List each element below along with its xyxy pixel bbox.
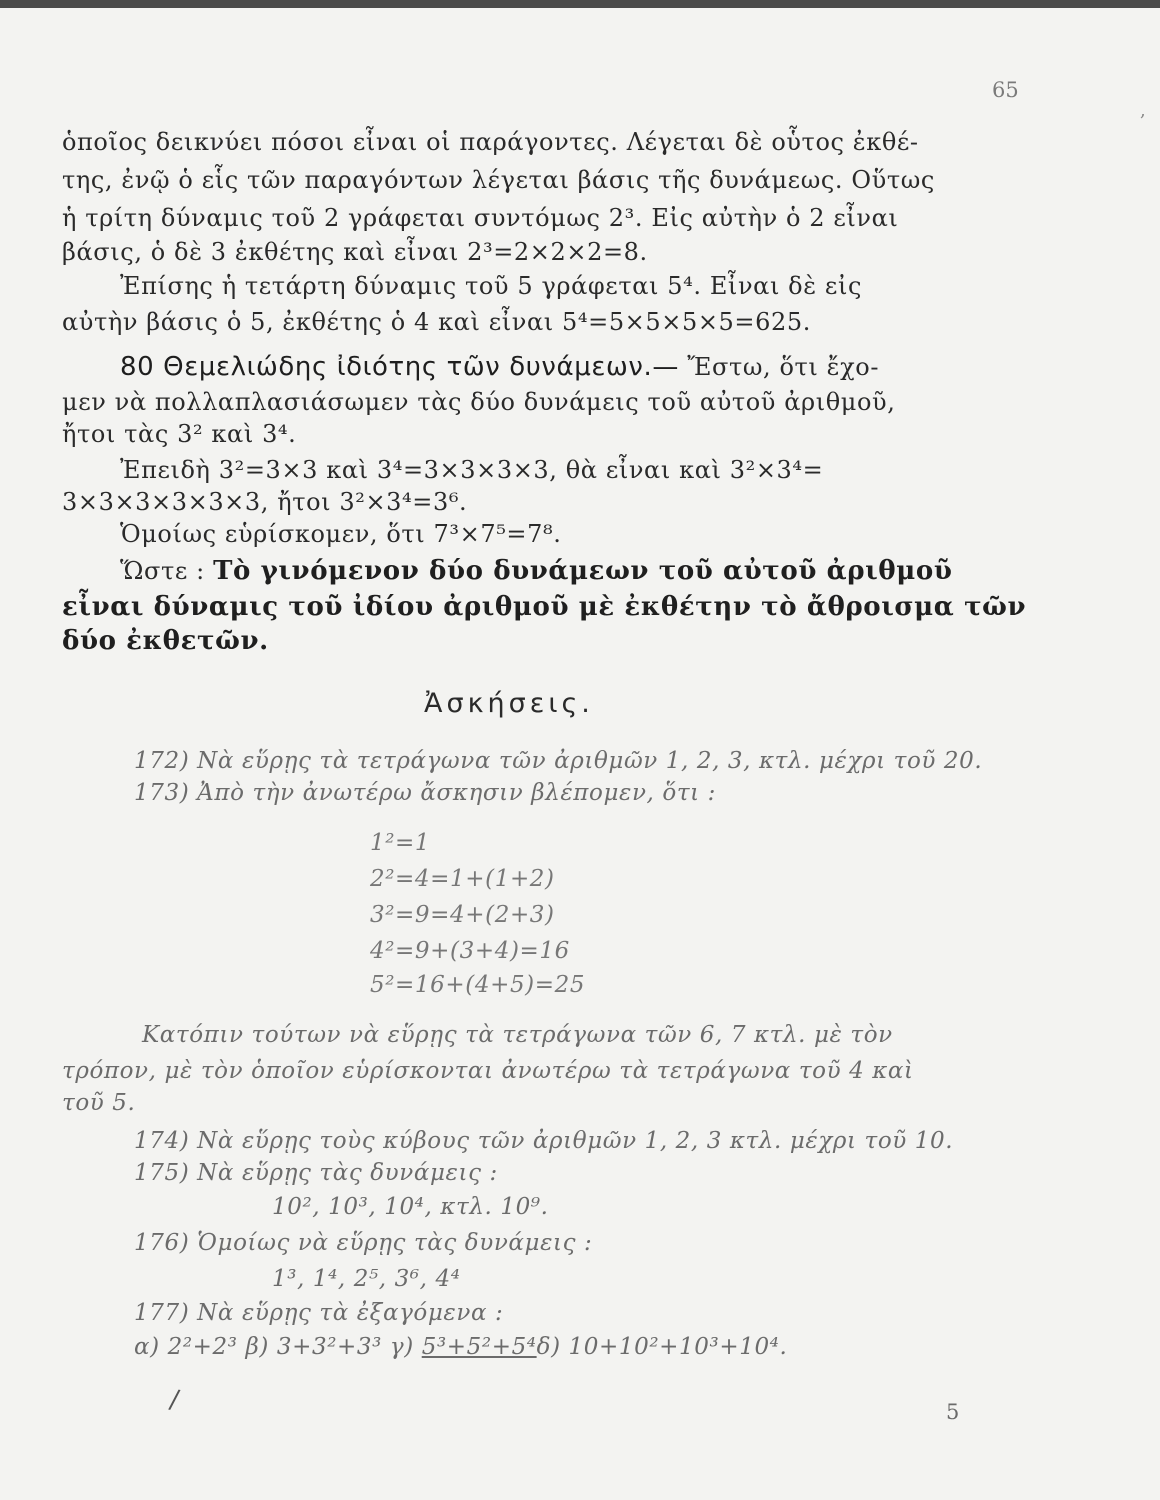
- formula-line: 4²=9+(3+4)=16: [370, 938, 570, 964]
- formula-line: 2²=4=1+(1+2): [370, 866, 555, 892]
- exercise-173: 173) Ἀπὸ τὴν ἀνωτέρω ἄσκησιν βλέπομεν, ὅτι :: [134, 780, 717, 806]
- rule-line: δύο ἐκθετῶν.: [62, 626, 269, 656]
- paragraph1-line: της, ἐνῷ ὁ εἷς τῶν παραγόντων λέγεται βάσις τῆς δυνάμεως. Οὕτως: [62, 166, 935, 194]
- section-line: Ὁμοίως εὑρίσκομεν, ὅτι 7³×7⁵=7⁸.: [120, 520, 562, 548]
- exercises-heading: Ἀσκήσεις.: [424, 688, 594, 719]
- exercise-173-text: τρόπον, μὲ τὸν ὁποῖον εὑρίσκονται ἀνωτέρω τὰ τετράγωνα τοῦ 4 καὶ: [62, 1058, 914, 1084]
- section-line: 3×3×3×3×3×3, ἤτοι 3²×3⁴=3⁶.: [62, 488, 468, 516]
- exercise-173-text: Κατόπιν τούτων νὰ εὕρῃς τὰ τετράγωνα τῶν 6, 7 κτλ. μὲ τὸν: [142, 1022, 893, 1048]
- exercise-173-text: τοῦ 5.: [62, 1090, 136, 1116]
- scan-mark: ,: [1140, 100, 1146, 121]
- section-line: ἤτοι τὰς 3² καὶ 3⁴.: [62, 420, 297, 448]
- paragraph1-line: ἡ τρίτη δύναμις τοῦ 2 γράφεται συντόμως 2³. Εἰς αὐτὴν ὁ 2 εἶναι: [62, 204, 899, 232]
- exercise-175: 175) Νὰ εὕρῃς τὰς δυνάμεις :: [134, 1160, 498, 1186]
- paragraph2-line: Ἐπίσης ἡ τετάρτη δύναμις τοῦ 5 γράφεται 5⁴. Εἶναι δὲ εἰς: [120, 272, 863, 300]
- rule-line: εἶναι δύναμις τοῦ ἰδίου ἀριθμοῦ μὲ ἐκθέτην τὸ ἄθροισμα τῶν: [62, 592, 1027, 622]
- paragraph2-line: αὐτὴν βάσις ὁ 5, ἐκθέτης ὁ 4 καὶ εἶναι 5⁴=5×5×5×5=625.: [62, 308, 811, 336]
- rule-line: [120, 556, 952, 586]
- exercise-177-parts: [134, 1334, 787, 1360]
- formula-line: 1²=1: [370, 830, 431, 856]
- formula-line: 5²=16+(4+5)=25: [370, 972, 586, 998]
- pencil-mark: /: [167, 1384, 182, 1416]
- section-line: Ἐπειδὴ 3²=3×3 καὶ 3⁴=3×3×3×3, θὰ εἶναι καὶ 3²×3⁴=: [120, 456, 824, 484]
- page-number-bottom: 5: [946, 1400, 960, 1424]
- page-number-top: 65: [992, 78, 1019, 102]
- exercise-176: 176) Ὁμοίως νὰ εὕρῃς τὰς δυνάμεις :: [134, 1230, 593, 1256]
- exercise-175-list: 10², 10³, 10⁴, κτλ. 10⁹.: [272, 1194, 549, 1220]
- exercise-177-g-underlined: 5³+5²+5⁴: [421, 1334, 537, 1360]
- paragraph1-line: ὁποῖος δεικνύει πόσοι εἶναι οἱ παράγοντες. Λέγεται δὲ οὗτος ἐκθέ-: [62, 128, 919, 156]
- paragraph1-line: βάσις, ὁ δὲ 3 ἐκθέτης καὶ εἶναι 2³=2×2×2=8.: [62, 238, 648, 266]
- exercise-172: 172) Νὰ εὕρῃς τὰ τετράγωνα τῶν ἀριθμῶν 1, 2, 3, κτλ. μέχρι τοῦ 20.: [134, 748, 983, 774]
- exercise-177-d: δ) 10+10²+10³+10⁴.: [536, 1334, 788, 1360]
- exercise-174: 174) Νὰ εὕρῃς τοὺς κύβους τῶν ἀριθμῶν 1, 2, 3 κτλ. μέχρι τοῦ 10.: [134, 1128, 954, 1154]
- section-title: 80 Θεμελιώδης ἰδιότης τῶν δυνάμεων.—: [120, 352, 679, 382]
- exercise-177-a-b: α) 2²+2³ β) 3+3²+3³ γ): [134, 1334, 422, 1360]
- exercise-176-list: 1³, 1⁴, 2⁵, 3⁶, 4⁴: [272, 1266, 461, 1292]
- exercise-177: 177) Νὰ εὕρῃς τὰ ἐξαγόμενα :: [134, 1300, 504, 1326]
- formula-line: 3²=9=4+(2+3): [370, 902, 555, 928]
- rule-prefix: Ὥστε :: [120, 557, 214, 585]
- section-line: μεν νὰ πολλαπλασιάσωμεν τὰς δύο δυνάμεις τοῦ αὐτοῦ ἀριθμοῦ,: [62, 388, 896, 416]
- section-80-first-line: [120, 352, 879, 382]
- section-text: Ἔστω, ὅτι ἔχο-: [678, 353, 880, 381]
- rule-text: Τὸ γινόμενον δύο δυνάμεων τοῦ αὐτοῦ ἀριθμοῦ: [213, 556, 953, 586]
